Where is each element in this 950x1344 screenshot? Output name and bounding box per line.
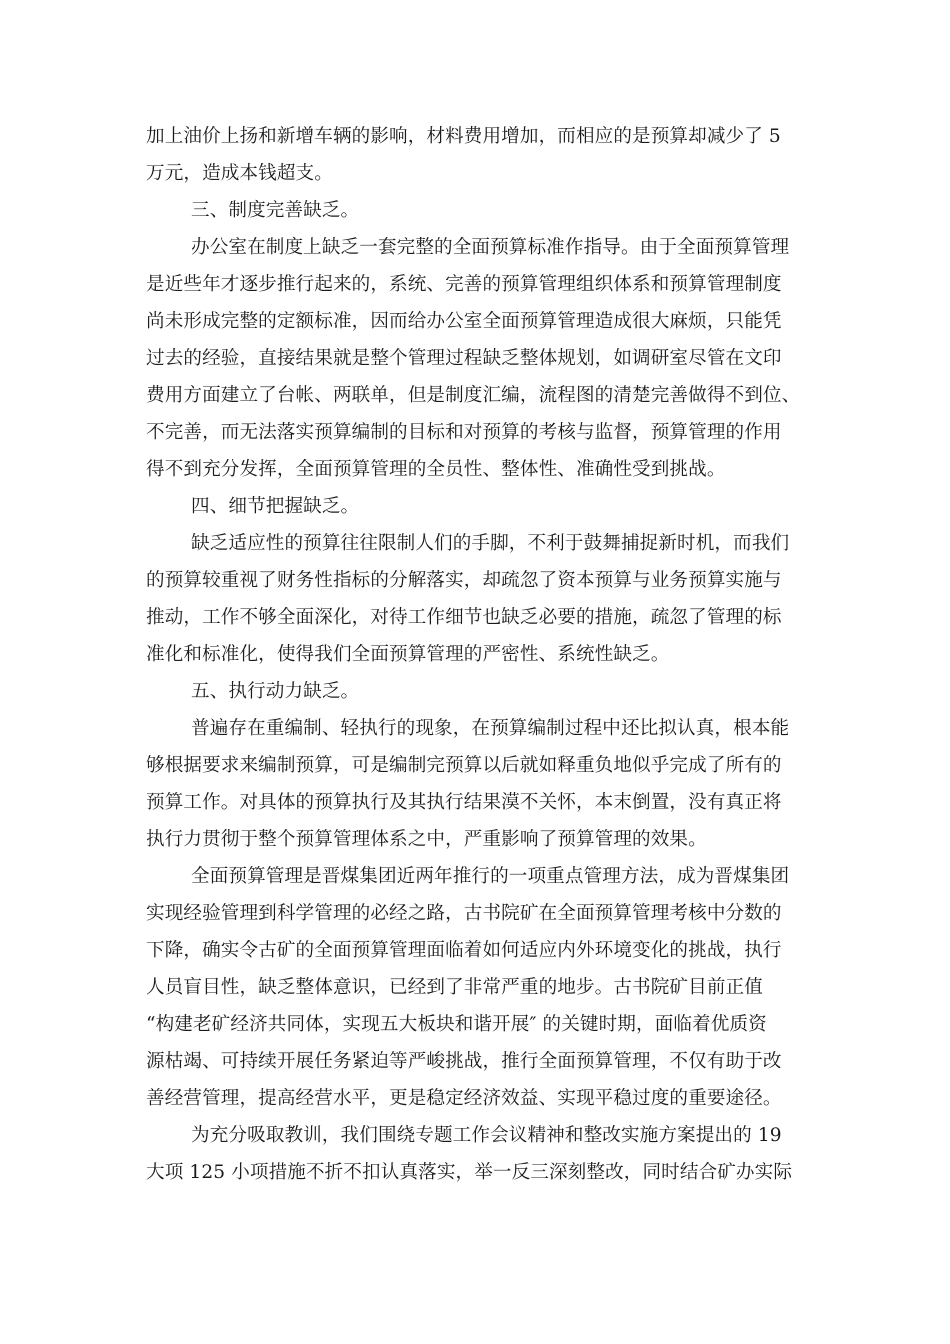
paragraph-line: 普遍存在重编制、轻执行的现象，在预算编制过程中还比拟认真，根本能	[191, 718, 790, 739]
paragraph-line: 万元，造成本钱超支。	[146, 163, 333, 184]
paragraph-line: 不完善，而无法落实预算编制的目标和对预算的考核与监督，预算管理的作用	[146, 422, 782, 443]
paragraph-line: 够根据要求来编制预算，可是编制完预算以后就如释重负地似乎完成了所有的	[146, 755, 782, 776]
section-heading: 三、制度完善缺乏。	[191, 200, 360, 221]
paragraph-line: 预算工作。对具体的预算执行及其执行结果漠不关怀，本末倒置，没有真正将	[146, 792, 782, 813]
section-heading: 五、执行动力缺乏。	[191, 681, 360, 702]
paragraph-line: 的预算较重视了财务性指标的分解落实，却疏忽了资本预算与业务预算实施与	[146, 570, 782, 591]
paragraph-line: 得不到充分发挥，全面预算管理的全员性、整体性、准确性受到挑战。	[146, 459, 726, 480]
paragraph-line: 执行力贯彻于整个预算管理体系之中，严重影响了预算管理的效果。	[146, 829, 707, 850]
paragraph-line: “构建老矿经济共同体，实现五大板块和谐开展″ 的关键时期，面临着优质资	[146, 1014, 767, 1035]
paragraph-line: 源枯竭、可持续开展任务紧迫等严峻挑战，推行全面预算管理，不仅有助于改	[146, 1051, 782, 1072]
paragraph-line: 善经营管理，提高经营水平，更是稳定经济效益、实现平稳过度的重要途径。	[146, 1088, 782, 1109]
paragraph-line: 大项 125 小项措施不折不扣认真落实，举一反三深刻整改，同时结合矿办实际	[146, 1162, 793, 1183]
paragraph-line: 是近些年才逐步推行起来的，系统、完善的预算管理组织体系和预算管理制度	[146, 274, 782, 295]
paragraph-line: 尚未形成完整的定额标准，因而给办公室全面预算管理造成很大麻烦，只能凭	[146, 311, 782, 332]
paragraph-line: 人员盲目性，缺乏整体意识，已经到了非常严重的地步。古书院矿目前正值	[146, 977, 763, 998]
paragraph-line: 准化和标准化，使得我们全面预算管理的严密性、系统性缺乏。	[146, 644, 670, 665]
paragraph-line: 加上油价上扬和新增车辆的影响，材料费用增加，而相应的是预算却减少了 5	[146, 126, 781, 147]
paragraph-line: 全面预算管理是晋煤集团近两年推行的一项重点管理方法，成为晋煤集团	[191, 866, 790, 887]
paragraph-line: 缺乏适应性的预算往往限制人们的手脚，不利于鼓舞捕捉新时机，而我们	[191, 533, 790, 554]
paragraph-line: 过去的经验，直接结果就是整个管理过程缺乏整体规划，如调研室尽管在文印	[146, 348, 782, 369]
paragraph-line: 下降，确实令古矿的全面预算管理面临着如何适应内外环境变化的挑战，执行	[146, 940, 782, 961]
paragraph-line: 为充分吸取教训，我们围绕专题工作会议精神和整改实施方案提出的 19	[191, 1125, 782, 1146]
paragraph-line: 办公室在制度上缺乏一套完整的全面预算标准作指导。由于全面预算管理	[191, 237, 790, 258]
paragraph-line: 费用方面建立了台帐、两联单，但是制度汇编，流程图的清楚完善做得不到位、	[146, 385, 801, 406]
paragraph-line: 实现经验管理到科学管理的必经之路，古书院矿在全面预算管理考核中分数的	[146, 903, 782, 924]
section-heading: 四、细节把握缺乏。	[191, 496, 360, 517]
paragraph-line: 推动，工作不够全面深化，对待工作细节也缺乏必要的措施，疏忽了管理的标	[146, 607, 782, 628]
